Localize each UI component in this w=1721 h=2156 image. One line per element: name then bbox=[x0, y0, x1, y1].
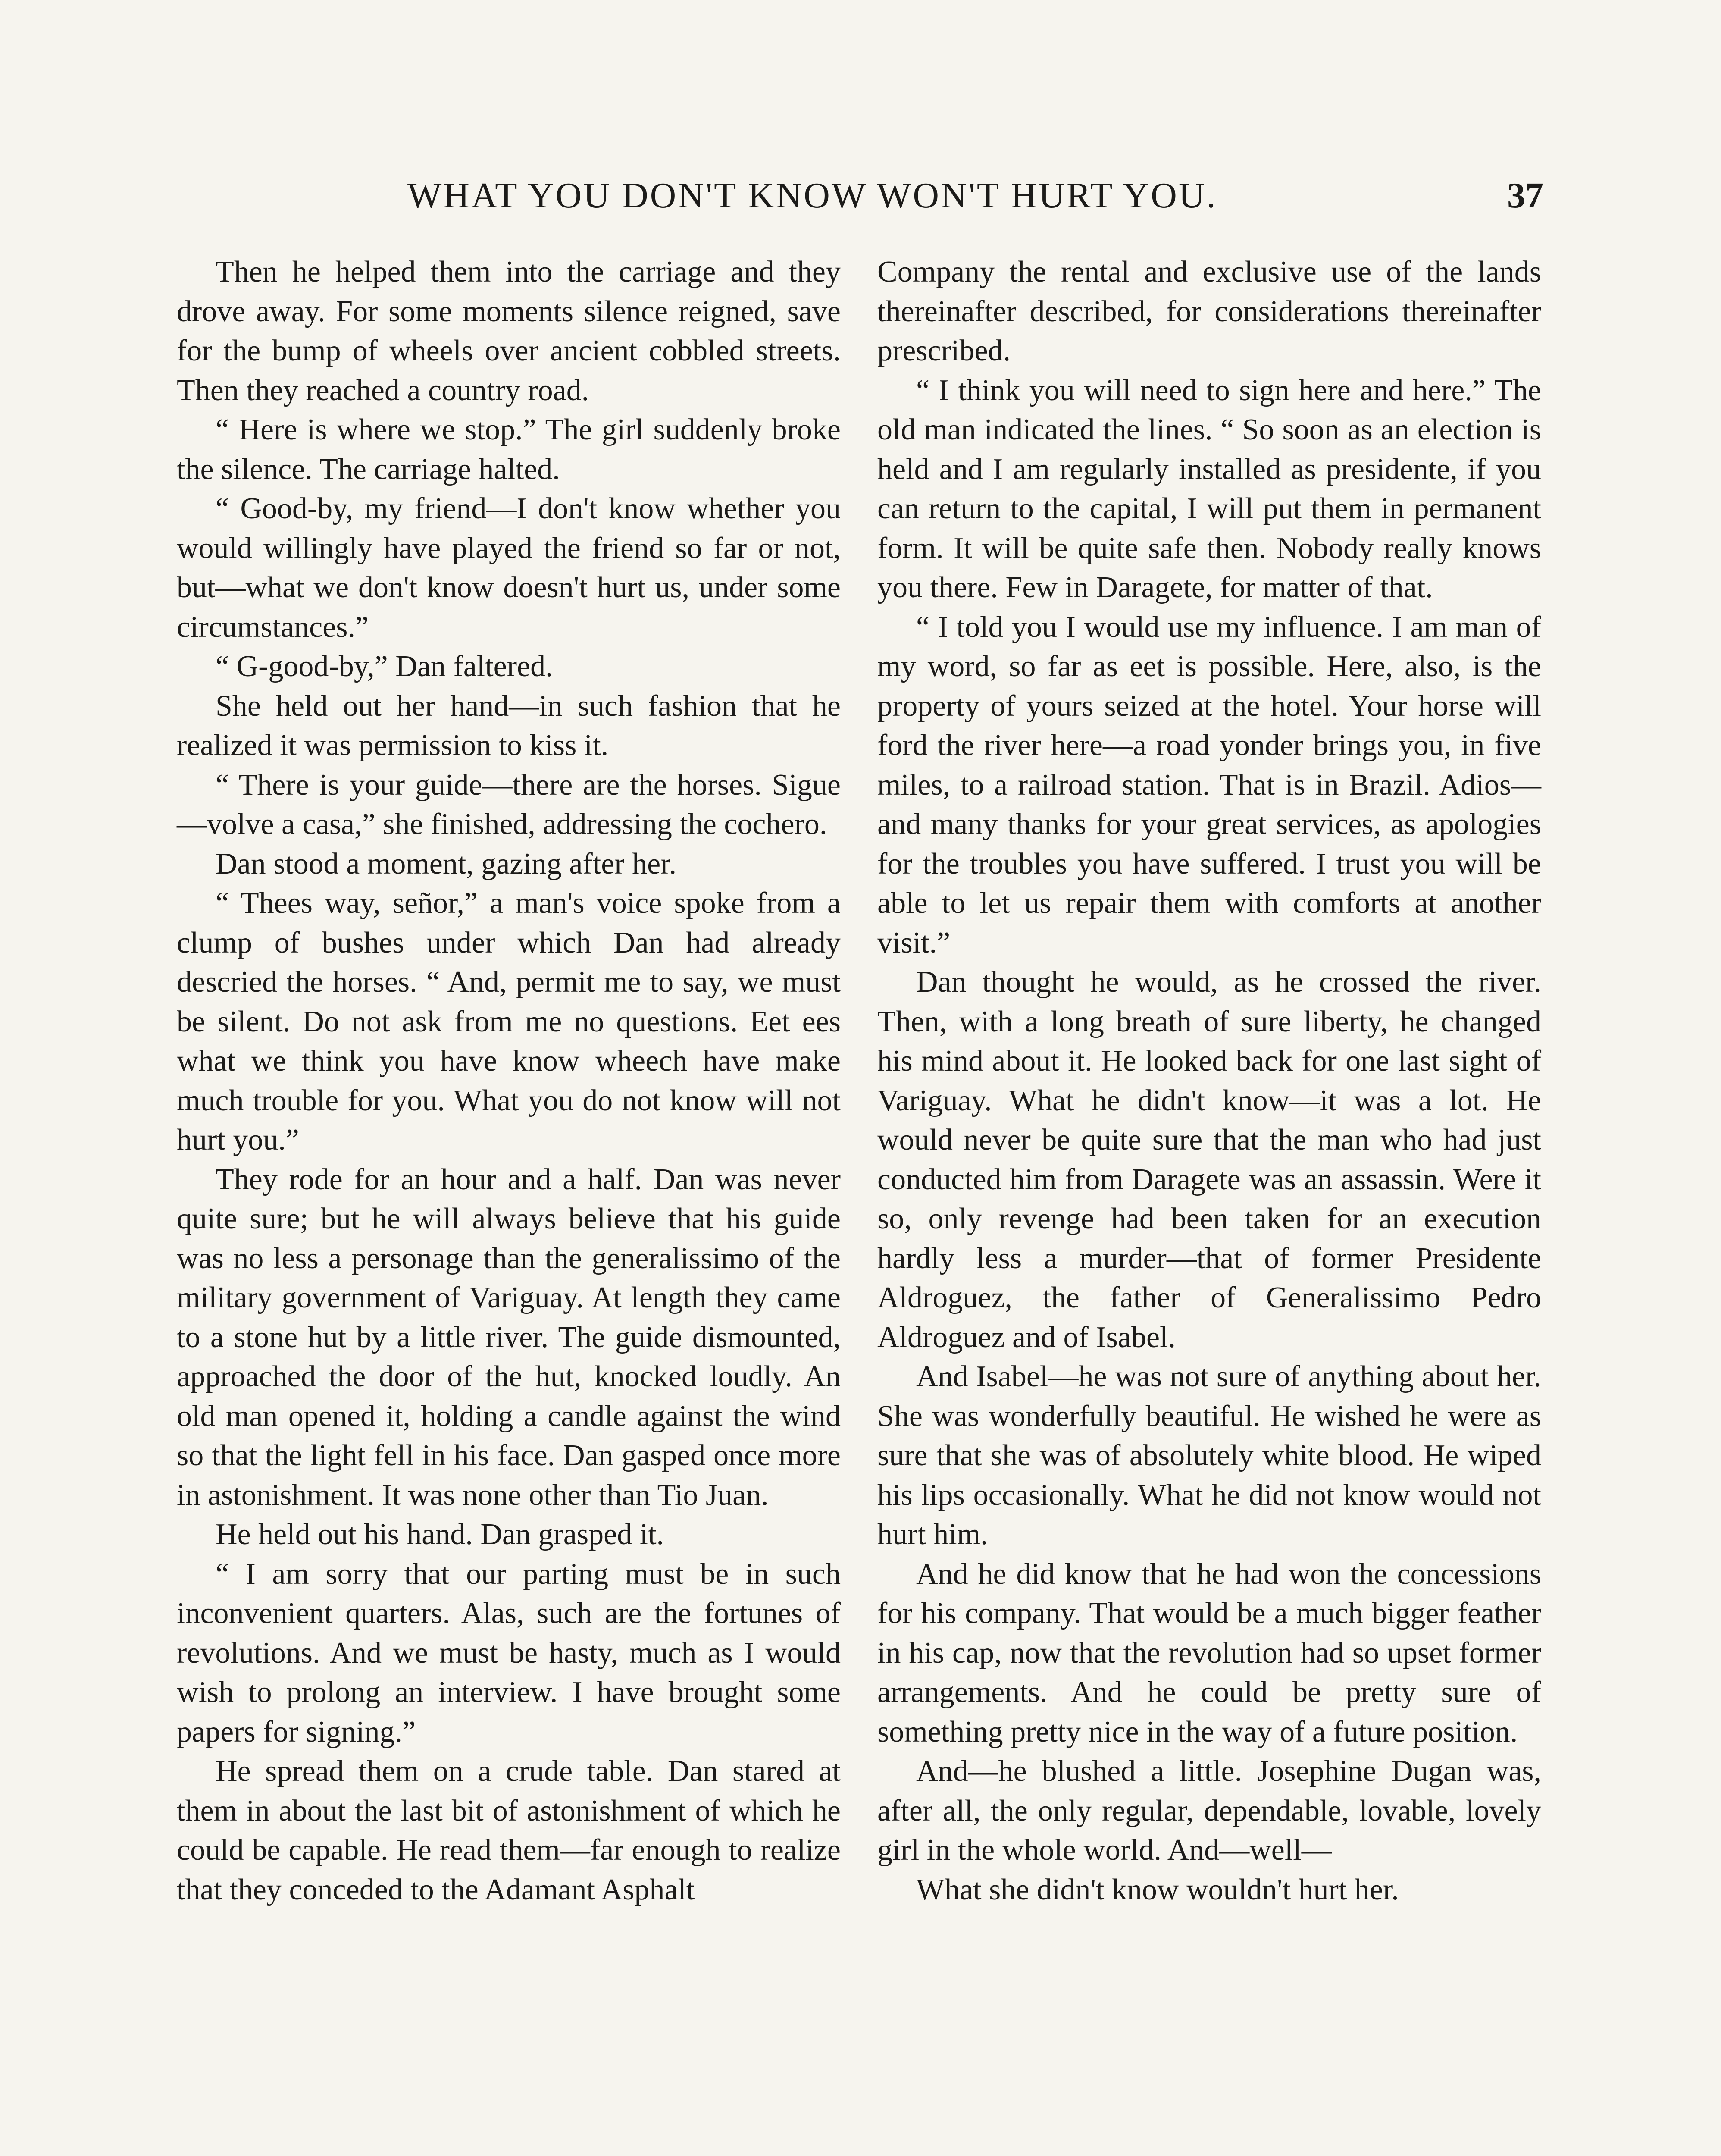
paragraph: And he did know that he had won the concessions for his company. That would be a much bigger feather in his cap, now that the revolution had so upset former arrangements. And he could be pretty sure of something pretty nice in the way of a future position. bbox=[877, 1557, 1541, 1749]
paragraph: She held out her hand—in such fashion that he realized it was permission to kiss it. bbox=[177, 689, 841, 762]
paragraph: He spread them on a crude table. Dan stared at them in about the last bit of astonishment of which he could be capable. He read them—far enough to realize that they conceded to the Adamant Asphalt bbox=[177, 1755, 841, 1906]
paragraph: And—he blushed a little. Josephine Dugan was, after all, the only regular, dependable, lovable, lovely girl in the whole world. And—well— bbox=[877, 1755, 1541, 1867]
paragraph: “ Here is where we stop.” The girl suddenly broke the silence. The carriage halted. bbox=[177, 413, 841, 486]
paragraph: “ I think you will need to sign here and here.” The old man indicated the lines. “ So soon as an election is held and I am regularly installed as presidente, if you can return to the capital, I will put them in permanent form. It will be quite safe then. Nobody really knows you there. Few in Daragete, for matter of that. bbox=[877, 373, 1541, 604]
paragraph: And Isabel—he was not sure of anything about her. She was wonderfully beautiful. He wished he were as sure that she was of absolutely white blood. He wiped his lips occasionally. What he did not know would not hurt him. bbox=[877, 1360, 1541, 1551]
paragraph: What she didn't know wouldn't hurt her. bbox=[916, 1873, 1399, 1906]
paragraph-continued: Company the rental and exclusive use of the lands thereinafter described, for considerations thereinafter prescribed. bbox=[877, 255, 1541, 367]
paragraph: He held out his hand. Dan grasped it. bbox=[216, 1518, 664, 1551]
page-number: 37 bbox=[1507, 175, 1543, 216]
paragraph: “ I told you I would use my influence. I am man of my word, so far as eet is possible. Here, also, is the property of yours seized at the hotel. Your horse will ford the river here—a road yonder brings you, in five miles, to a railroad station. That is in Brazil. Adios—and many thanks for your great services, as apologies for the troubles you have suffered. I trust you will be able to let us repair them with comforts at another visit.” bbox=[877, 610, 1541, 959]
paragraph: Then he helped them into the carriage and they drove away. For some moments silence reigned, save for the bump of wheels over ancient cobbled streets. Then they reached a country road. bbox=[177, 255, 841, 407]
running-title: WHAT YOU DON'T KNOW WON'T HURT YOU. bbox=[407, 175, 1217, 216]
paragraph: Dan thought he would, as he crossed the river. Then, with a long breath of sure liberty, he changed his mind about it. He looked back for one last sight of Variguay. What he didn't know—it was a lot. He would never be quite sure that the man who had just conducted him from Daragete was an assassin. Were it so, only revenge had been taken for an execution hardly less a murder—that of former Presidente Aldroguez, the father of Generalissimo Pedro Aldroguez and of Isabel. bbox=[877, 965, 1541, 1354]
left-column bbox=[177, 252, 841, 1909]
paragraph: “ Good-by, my friend—I don't know whether you would willingly have played the friend so far or not, but—what we don't know doesn't hurt us, under some circumstances.” bbox=[177, 492, 841, 644]
paragraph: They rode for an hour and a half. Dan was never quite sure; but he will always believe that his guide was no less a personage than the generalissimo of the military government of Variguay. At length they came to a stone hut by a little river. The guide dismounted, approached the door of the hut, knocked loudly. An old man opened it, holding a candle against the wind so that the light fell in his face. Dan gasped once more in astonishment. It was none other than Tio Juan. bbox=[177, 1163, 841, 1512]
paragraph: “ There is your guide—there are the horses. Sigue—volve a casa,” she finished, addressing the cochero. bbox=[177, 768, 841, 841]
paragraph: “ I am sorry that our parting must be in such inconvenient quarters. Alas, such are the fortunes of revolutions. And we must be hasty, much as I would wish to prolong an interview. I have brought some papers for signing.” bbox=[177, 1557, 841, 1749]
right-column bbox=[877, 252, 1541, 1909]
running-head bbox=[172, 175, 1543, 222]
paragraph: Dan stood a moment, gazing after her. bbox=[216, 847, 677, 881]
paragraph: “ G-good-by,” Dan faltered. bbox=[216, 650, 553, 683]
paragraph: “ Thees way, señor,” a man's voice spoke from a clump of bushes under which Dan had already descried the horses. “ And, permit me to say, we must be silent. Do not ask from me no questions. Eet ees what we think you have know wheech have make much trouble for you. What you do not know will not hurt you.” bbox=[177, 887, 841, 1156]
